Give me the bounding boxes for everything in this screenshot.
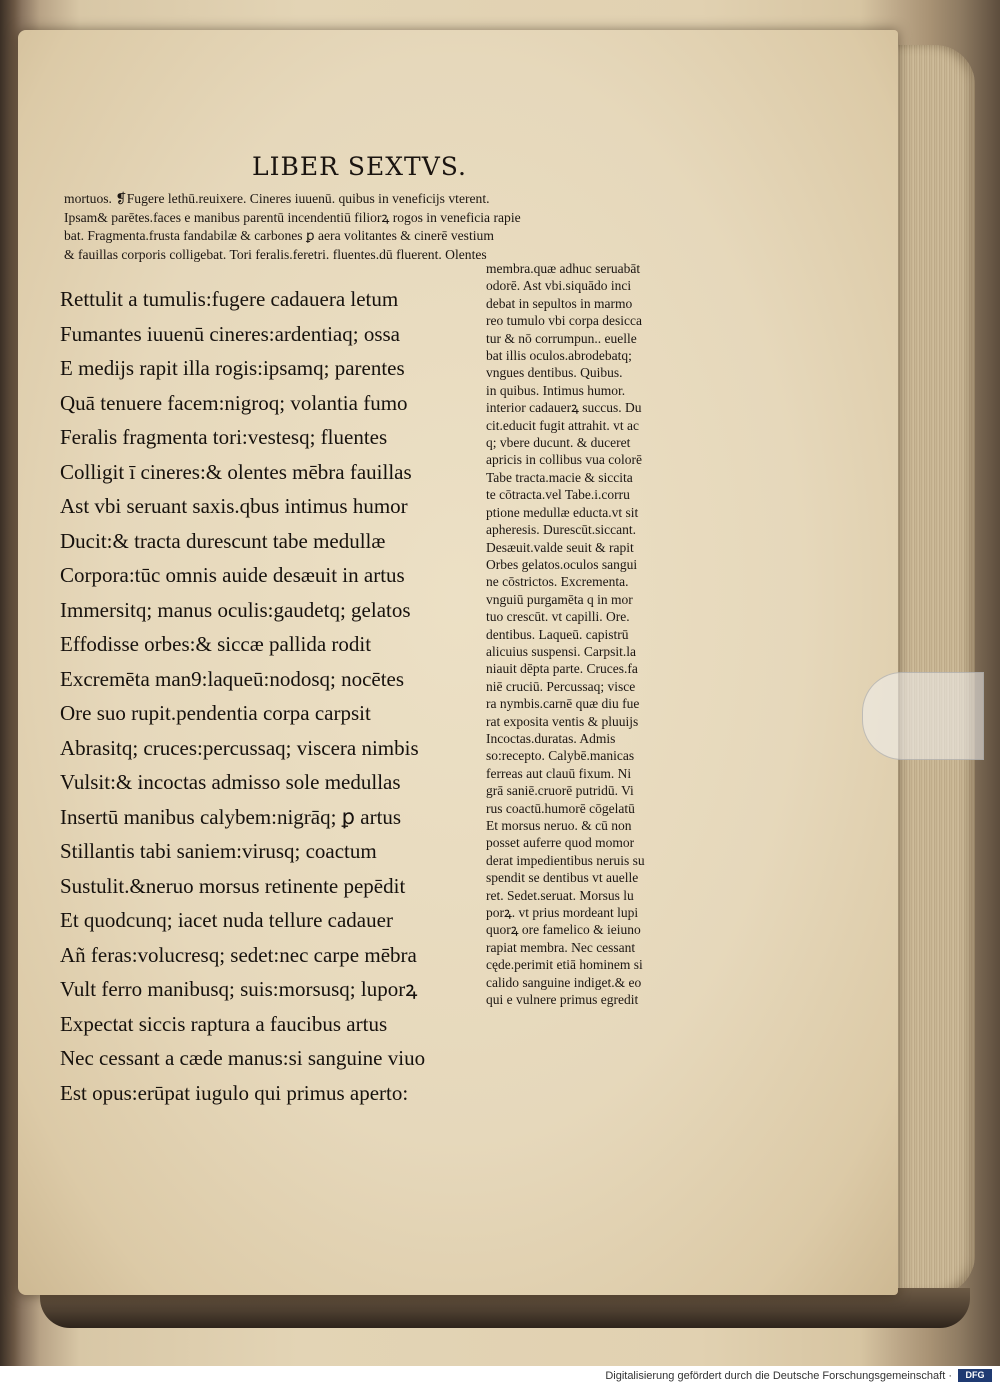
verse-line: Insertū manibus calybem:nigrāq; ꝑ artus: [60, 804, 402, 829]
commentary-line: rat exposita ventis & pluuijs: [486, 713, 639, 729]
verse-line: Vult ferro manibusq; suis:morsusq; luporꝝ: [60, 977, 418, 1001]
commentary-line: tuo crescūt. vt capilli. Ore.: [486, 609, 630, 625]
page-fore-edge: [895, 45, 975, 1295]
verse-line: Quā tenuere facem:nigroq; volantia fumo: [60, 390, 408, 415]
commentary-line: ferreas aut clauū fixum. Ni: [486, 765, 632, 781]
verse-line: Feralis fragmenta tori:vestesq; fluentes: [60, 425, 388, 449]
commentary-line: calido sanguine indiget.& eo: [486, 974, 642, 990]
verse-line: Excremēta man9:laqueū:nodosq; nocētes: [60, 666, 405, 691]
commentary-line: rus coactū.humorē cōgelatū: [486, 800, 635, 816]
commentary-right-column: [486, 260, 736, 1008]
commentary-line: niē cruciū. Percussaq; visce: [486, 678, 636, 694]
commentary-line: vnguiū purgamēta q in mor: [486, 591, 633, 607]
verse-line: Ore suo rupit.pendentia corpa carpsit: [60, 701, 371, 725]
verse-line: Et quodcunq; iacet nuda tellure cadauer: [60, 908, 393, 932]
verse-line: Immersitq; manus oculis:gaudetq; gelatos: [60, 597, 411, 622]
commentary-line: apheresis. Durescūt.siccant.: [486, 522, 636, 538]
verse-line: Colligit ī cineres:& olentes mēbra fauillas: [60, 459, 412, 484]
verse-line: Añ feras:volucresq; sedet:nec carpe mēbra: [60, 942, 417, 967]
commentary-line: Incoctas.duratas. Admis: [486, 730, 616, 746]
verse-line: Abrasitq; cruces:percussaq; viscera nimbis: [60, 735, 419, 760]
commentary-line: cęde.perimit etiā hominem si: [486, 957, 643, 973]
commentary-line: in quibus. Intimus humor.: [486, 382, 626, 398]
verse-line: Corpora:tūc omnis auide desæuit in artus: [60, 563, 405, 587]
dfg-logo: DFG: [958, 1369, 992, 1382]
commentary-top-block: [64, 190, 744, 264]
verse-text-block: [60, 282, 490, 1110]
verse-line: Fumantes iuuenū cineres:ardentiaq; ossa: [60, 321, 400, 346]
verse-line: Rettulit a tumulis:fugere cadauera letum: [60, 287, 399, 311]
commentary-line: qui e vulnere primus egredit: [486, 992, 639, 1008]
commentary-line: spendit se dentibus vt auelle: [486, 870, 639, 886]
commentary-line: Et morsus neruo. & cū non: [486, 818, 632, 833]
commentary-line: Desæuit.valde seuit & rapit: [486, 539, 634, 555]
commentary-line: interior cadauerꝝ succus. Du: [486, 400, 642, 416]
commentary-top-line: & fauillas corporis colligebat. Tori feralis.feretri. fluentes.dū fluerent. Olentes: [64, 246, 487, 262]
commentary-line: so:recepto. Calybē.manicas: [486, 748, 635, 764]
commentary-line: niauit dēpta parte. Cruces.fa: [486, 661, 638, 677]
verse-line: Est opus:erūpat iugulo qui primus aperto:: [60, 1080, 409, 1105]
commentary-line: Orbes gelatos.oculos sangui: [486, 556, 638, 572]
commentary-line: ra nymbis.carnē quæ diu fue: [486, 696, 640, 712]
commentary-line: debat in sepultos in marmo: [486, 295, 633, 311]
commentary-line: tur & nō corrumpun.. euelle: [486, 330, 637, 346]
commentary-line: Tabe tracta.macie & siccita: [486, 469, 633, 485]
commentary-line: q; vbere ducunt. & duceret: [486, 435, 631, 451]
plastic-page-clip: [862, 672, 984, 760]
commentary-line: grā saniē.cruorē putridū. Vi: [486, 783, 634, 799]
commentary-line: porꝝ. vt prius mordeant lupi: [486, 905, 639, 921]
footer-credit-text: Digitalisierung gefördert durch die Deutsche Forschungsgemeinschaft ·: [605, 1370, 952, 1382]
digitization-footer: [0, 1366, 1000, 1386]
commentary-line: ret. Sedet.seruat. Morsus lu: [486, 887, 634, 903]
commentary-line: apricis in collibus vua colorē: [486, 452, 642, 468]
commentary-line: rapiat membra. Nec cessant: [486, 939, 636, 955]
verse-line: Nec cessant a cæde manus:si sanguine viuo: [60, 1046, 426, 1070]
verse-line: Effodisse orbes:& siccæ pallida rodit: [60, 632, 372, 656]
commentary-top-line: mortuos. ❡Fugere lethū.reuixere. Cineres iuuenū. quibus in veneficijs vterent.: [64, 191, 490, 206]
commentary-line: membra.quæ adhuc seruabāt: [486, 261, 641, 276]
commentary-top-line: bat. Fragmenta.frusta fandabilæ & carbones ꝑ aera volitantes & cinerē vestium: [64, 228, 494, 243]
commentary-line: dentibus. Laqueū. capistrū: [486, 626, 629, 642]
commentary-top-line: Ipsam& parētes.faces e manibus parentū incendentiū filiorꝝ rogos in veneficia rapie: [64, 209, 521, 225]
verse-line: Stillantis tabi saniem:virusq; coactum: [60, 839, 377, 863]
commentary-line: quorꝝ ore famelico & ieiuno: [486, 922, 641, 938]
commentary-line: bat illis oculos.abrodebatq;: [486, 348, 632, 364]
commentary-line: derat impedientibus neruis su: [486, 852, 645, 868]
verse-line: Expectat siccis raptura a faucibus artus: [60, 1011, 388, 1036]
verse-line: Vulsit:& incoctas admisso sole medullas: [60, 770, 401, 794]
commentary-line: alicuius suspensi. Carpsit.la: [486, 643, 636, 659]
verse-line: Sustulit.&neruo morsus retinente pepēdit: [60, 873, 406, 898]
commentary-line: posset auferre quod momor: [486, 835, 635, 851]
verse-line: Ast vbi seruant saxis.qbus intimus humor: [60, 494, 408, 518]
verse-line: Ducit:& tracta durescunt tabe medullæ: [60, 528, 386, 553]
commentary-line: te cōtracta.vel Tabe.i.corru: [486, 487, 630, 503]
commentary-line: ne cōstrictos. Excrementa.: [486, 574, 629, 590]
commentary-line: cit.educit fugit attrahit. vt ac: [486, 417, 639, 433]
running-head: LIBER SEXTVS.: [252, 152, 467, 181]
commentary-line: reo tumulo vbi corpa desicca: [486, 313, 642, 329]
commentary-line: ptione medullæ educta.vt sit: [486, 504, 639, 520]
verse-line: E medijs rapit illa rogis:ipsamq; parentes: [60, 356, 405, 380]
commentary-line: vngues dentibus. Quibus.: [486, 365, 623, 381]
commentary-line: odorē. Ast vbi.siquādo inci: [486, 278, 632, 294]
